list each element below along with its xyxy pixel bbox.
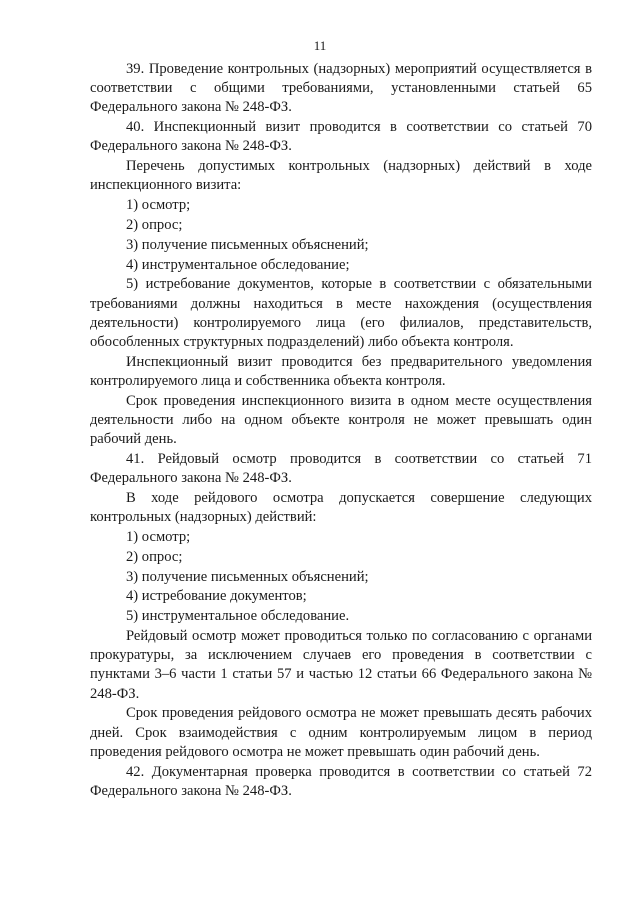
- list-item: 1) осмотр;: [126, 529, 191, 545]
- list-item: 4) истребование документов;: [126, 588, 307, 605]
- list-item-documents-request: 5) истребование документов, которые в соответствии с обязательными требованиями должны находиться в месте нахождения (осуществления деятельности) контролируемого лица (его филиалов, представительств, обособленных структурных подразделений) либо объекта контроля.: [90, 276, 592, 350]
- paragraph-39: 39. Проведение контрольных (надзорных) мероприятий осуществляется в соответствии с общими требованиями, установленными статьей 65 Федерального закона № 248-ФЗ.: [90, 61, 592, 116]
- paragraph-41: 41. Рейдовый осмотр проводится в соответствии со статьей 71 Федерального закона № 248-ФЗ.: [90, 451, 592, 487]
- list-item: 3) получение письменных объяснений;: [126, 568, 369, 585]
- list-item: 3) получение письменных объяснений;: [126, 236, 369, 253]
- paragraph-40: 40. Инспекционный визит проводится в соответствии со статьей 70 Федерального закона № 248-ФЗ.: [90, 119, 592, 155]
- paragraph-no-notice: Инспекционный визит проводится без предварительного уведомления контролируемого лица и собственника объекта контроля.: [90, 353, 592, 389]
- page-number: 11: [313, 38, 327, 53]
- paragraph-inspection-duration: Срок проведения инспекционного визита в одном месте осуществления деятельности либо на одном объекте контроля не может превышать один рабочий день.: [90, 392, 592, 448]
- paragraph-raid-actions-intro: В ходе рейдового осмотра допускается совершение следующих контрольных (надзорных) действий:: [90, 490, 592, 526]
- list-item: 2) опрос;: [126, 548, 183, 565]
- list-item: 4) инструментальное обследование;: [126, 256, 350, 273]
- paragraph-raid-duration: Срок проведения рейдового осмотра не может превышать десять рабочих дней. Срок взаимодействия с одним контролируемым лицом в период проведения рейдового осмотра не может превышать один рабочий день.: [90, 705, 592, 760]
- document-body: [90, 60, 592, 802]
- list-item: 2) опрос;: [126, 217, 183, 233]
- paragraph-inspection-actions-intro: Перечень допустимых контрольных (надзорных) действий в ходе инспекционного визита:: [90, 158, 592, 194]
- list-item: 1) осмотр;: [126, 197, 191, 214]
- list-item: 5) инструментальное обследование.: [126, 608, 350, 625]
- paragraph-raid-approval: Рейдовый осмотр может проводиться только по согласованию с органами прокуратуры, за исключением случаев его проведения в соответствии с пунктами 3–6 части 1 статьи 57 и частью 12 статьи 66 Федерального закона № 248-ФЗ.: [90, 627, 592, 702]
- paragraph-42: 42. Документарная проверка проводится в соответствии со статьей 72 Федерального закона № 248-ФЗ.: [90, 763, 592, 799]
